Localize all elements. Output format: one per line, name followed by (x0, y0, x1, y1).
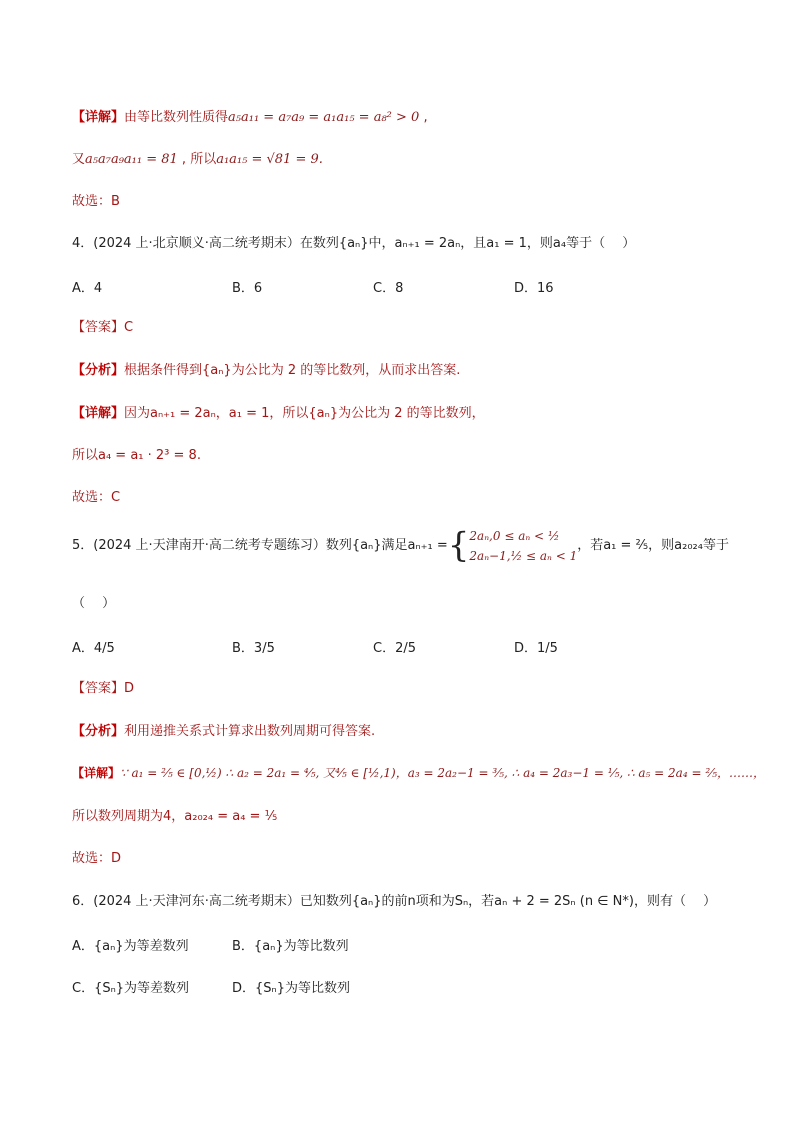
piecewise-cases (469, 526, 577, 566)
math-expression: a₅a₁₁ = a₇a₉ = a₁a₁₅ = a₈² > 0 (228, 110, 420, 125)
analysis-text: 利用递推关系式计算求出数列周期可得答案. (124, 724, 376, 739)
detail-text: ∵ a₁ = ⅖ ∈ [0,½) ∴ a₂ = 2a₁ = ⅘, 又⅘ ∈ [½,1)，a₃ = 2a₂−1 = ⅗, ∴ a₄ = 2a₃−1 = ⅕, ∴ a₅ = 2a₄ = ⅖，……， (120, 766, 765, 780)
q3-detail-line: 【详解】由等比数列性质得a₅a₁₁ = a₇a₉ = a₁a₁₅ = a₈² > 0 , (72, 110, 428, 125)
detail-line (72, 763, 765, 783)
option-b: B．6 (232, 281, 263, 296)
answer: 【答案】C (72, 320, 134, 335)
left-brace: { (447, 525, 470, 566)
option-a: A．4 (72, 281, 103, 296)
question-stem: 6．(2024 上·天津河东·高二统考期末）已知数列{aₙ}的前n项和为Sₙ，若aₙ + 2 = 2Sₙ (n ∈ N*)，则有（ ） (72, 894, 717, 909)
option-a: A．{aₙ}为等差数列 (72, 939, 189, 954)
option-c: C．{Sₙ}为等差数列 (72, 981, 190, 996)
math-expression: a₁a₁₅ = √81 = 9. (216, 152, 323, 167)
detail-text: 由等比数列性质得 (124, 110, 229, 125)
analysis-tag: 【分析】 (72, 724, 125, 739)
analysis-line (72, 361, 754, 381)
answer-select: 故选：D (72, 851, 122, 866)
stem-paren: （ ） (72, 596, 116, 611)
math-expression: a₅a₇a₉a₁₁ = 81 (85, 152, 178, 167)
case-1: 2aₙ,0 ≤ aₙ < ½ (469, 528, 560, 543)
option-a: A．4/5 (72, 641, 115, 656)
answer: 【答案】D (72, 681, 135, 696)
detail-line-2: 所以a₄ = a₁ · 2³ = 8. (72, 448, 201, 463)
detail-text: 因为aₙ₊₁ = 2aₙ，a₁ = 1，所以{aₙ}为公比为 2 的等比数列， (124, 406, 485, 421)
question-stem (72, 524, 754, 568)
analysis-line (72, 722, 754, 742)
analysis-tag: 【分析】 (72, 363, 125, 378)
detail-line (72, 404, 754, 424)
detail-text: 又 (72, 152, 86, 167)
option-b: B．{aₙ}为等比数列 (232, 939, 349, 954)
q3-detail-line-2: 又a₅a₇a₉a₁₁ = 81 , 所以a₁a₁₅ = √81 = 9. (72, 152, 323, 167)
stem-prefix: 5．(2024 上·天津南开·高二统考专题练习）数列{aₙ}满足aₙ₊₁ = (72, 538, 448, 553)
detail-tag: 【详解】 (72, 110, 125, 125)
option-d: D．16 (514, 281, 554, 296)
question-stem: 4．(2024 上·北京顺义·高二统考期末）在数列{aₙ}中，aₙ₊₁ = 2aₙ，且a₁ = 1，则a₄等于（ ） (72, 236, 636, 251)
stem-suffix: ，若a₁ = ⅖，则a₂₀₂₄等于 (577, 538, 729, 553)
option-b: B．3/5 (232, 641, 275, 656)
option-d: D．{Sₙ}为等比数列 (232, 981, 350, 996)
option-d: D．1/5 (514, 641, 558, 656)
detail-tag: 【详解】 (72, 766, 121, 780)
analysis-text: 根据条件得到{aₙ}为公比为 2 的等比数列，从而求出答案. (124, 363, 461, 378)
answer-select: 故选：C (72, 490, 121, 505)
case-2: 2aₙ−1,½ ≤ aₙ < 1 (469, 548, 578, 563)
detail-line-2: 所以数列周期为4，a₂₀₂₄ = a₄ = ⅕ (72, 809, 278, 824)
detail-text: 所以 (190, 152, 217, 167)
option-c: C．2/5 (373, 641, 416, 656)
answer-select: 故选：B (72, 194, 120, 209)
option-c: C．8 (373, 281, 404, 296)
detail-tag: 【详解】 (72, 406, 125, 421)
